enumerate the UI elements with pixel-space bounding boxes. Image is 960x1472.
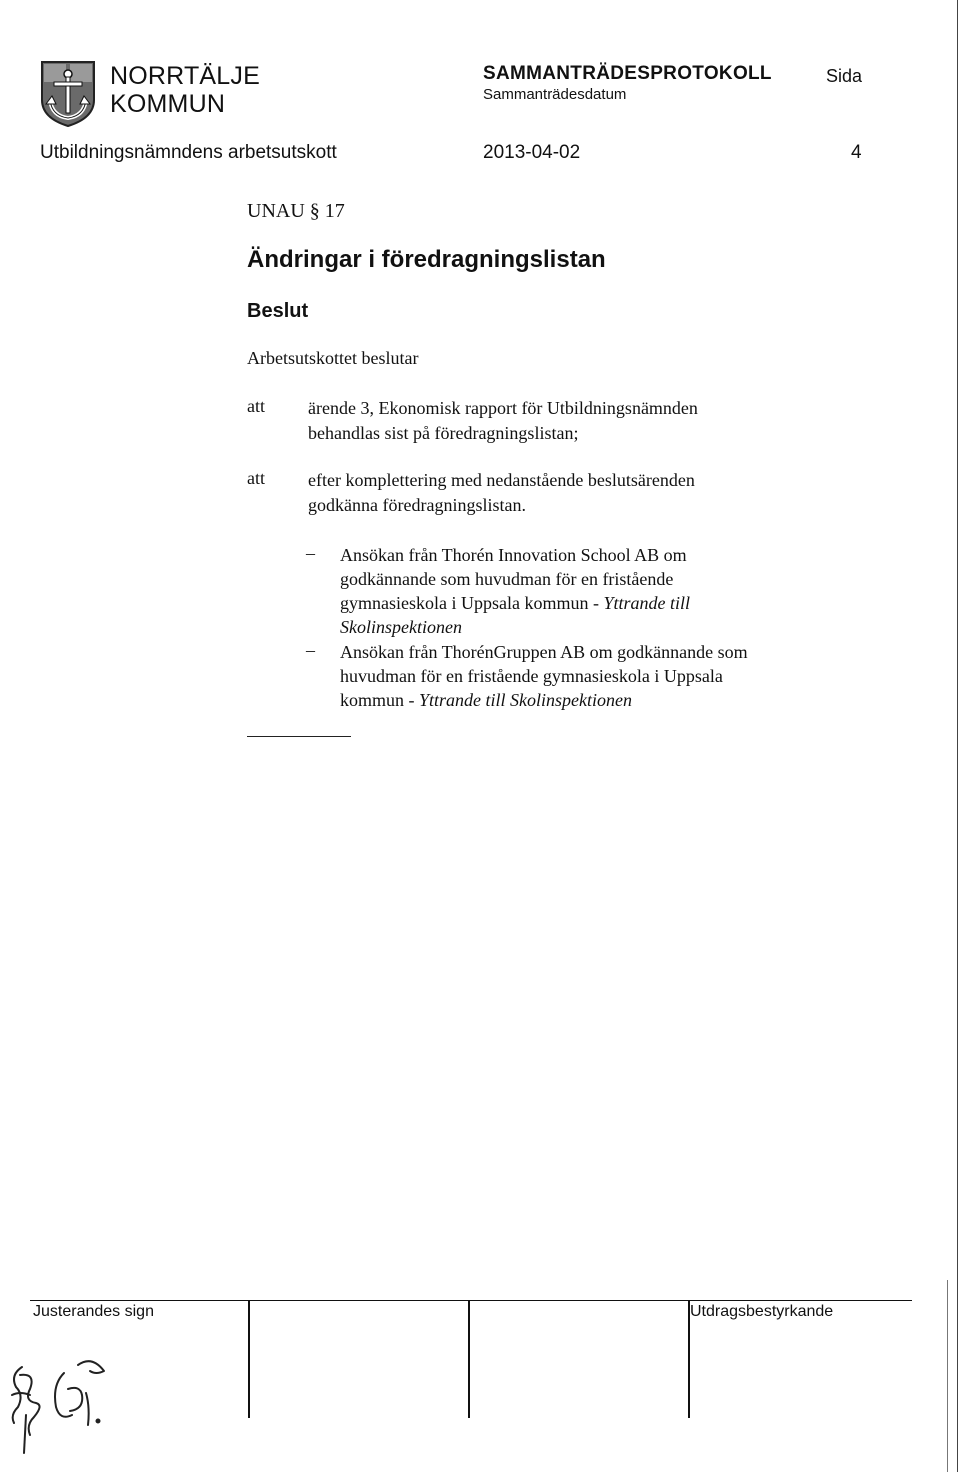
- footer-divider: [468, 1300, 470, 1418]
- protocol-title: SAMMANTRÄDESPROTOKOLL: [483, 63, 772, 84]
- bullet-dash: –: [306, 640, 315, 660]
- scan-edge-line-outer: [957, 0, 958, 1472]
- bullet-line: [340, 591, 840, 615]
- list-item: [340, 543, 840, 639]
- bullet-italic-text: Yttrande till Skolinspektionen: [419, 690, 632, 710]
- page-number: 4: [851, 142, 862, 163]
- bullet-italic-text: Yttrande till: [603, 593, 690, 613]
- bullet-italic-text: Skolinspektionen: [340, 617, 462, 637]
- organization-name: [110, 62, 260, 118]
- clause-marker: att: [247, 468, 265, 488]
- organization-name-line1: NORRTÄLJE: [110, 62, 260, 90]
- committee-name: Utbildningsnämndens arbetsutskott: [40, 142, 337, 163]
- footer-rule: [30, 1300, 912, 1301]
- scan-edge-line-inner: [947, 1280, 948, 1472]
- bullet-line: Ansökan från Thorén Innovation School AB om: [340, 545, 687, 565]
- decision-intro: Arbetsutskottet beslutar: [247, 348, 419, 368]
- section-end-rule: [247, 736, 351, 737]
- bullet-dash: –: [306, 543, 315, 563]
- bullet-line: [340, 615, 840, 639]
- justerandes-sign-label: Justerandes sign: [33, 1303, 154, 1320]
- clause-line: godkänna föredragningslistan.: [308, 495, 526, 515]
- municipality-logo: [40, 60, 96, 128]
- bullet-text: kommun -: [340, 690, 419, 710]
- signature-initials-icon: [0, 1345, 110, 1455]
- bullet-line: huvudman för en fristående gymnasieskola i Uppsala: [340, 666, 723, 686]
- footer-divider: [248, 1300, 250, 1418]
- clause-text: [308, 396, 828, 446]
- clause-marker: att: [247, 396, 265, 416]
- clause-line: ärende 3, Ekonomisk rapport för Utbildningsnämnden: [308, 398, 698, 418]
- clause-text: [308, 468, 828, 518]
- clause-line: behandlas sist på föredragningslistan;: [308, 423, 579, 443]
- bullet-line: Ansökan från ThorénGruppen AB om godkännande som: [340, 642, 748, 662]
- anchor-shield-icon: [40, 60, 96, 128]
- page-label: Sida: [826, 66, 863, 86]
- bullet-line: [340, 688, 840, 712]
- section-heading: Ändringar i föredragningslistan: [247, 246, 606, 273]
- paragraph-reference: UNAU § 17: [247, 200, 345, 222]
- utdragsbestyrkande-label: Utdragsbestyrkande: [690, 1303, 834, 1320]
- handwritten-signature: [0, 1345, 110, 1455]
- list-item: [340, 640, 840, 712]
- protocol-subtitle: Sammanträdesdatum: [483, 86, 627, 103]
- organization-name-line2: KOMMUN: [110, 90, 226, 118]
- bullet-text: gymnasieskola i Uppsala kommun -: [340, 593, 604, 613]
- meeting-date: 2013-04-02: [483, 142, 581, 163]
- decision-subheading: Beslut: [247, 300, 309, 322]
- clause-line: efter komplettering med nedanstående beslutsärenden: [308, 470, 695, 490]
- bullet-line: godkännande som huvudman för en fristående: [340, 569, 674, 589]
